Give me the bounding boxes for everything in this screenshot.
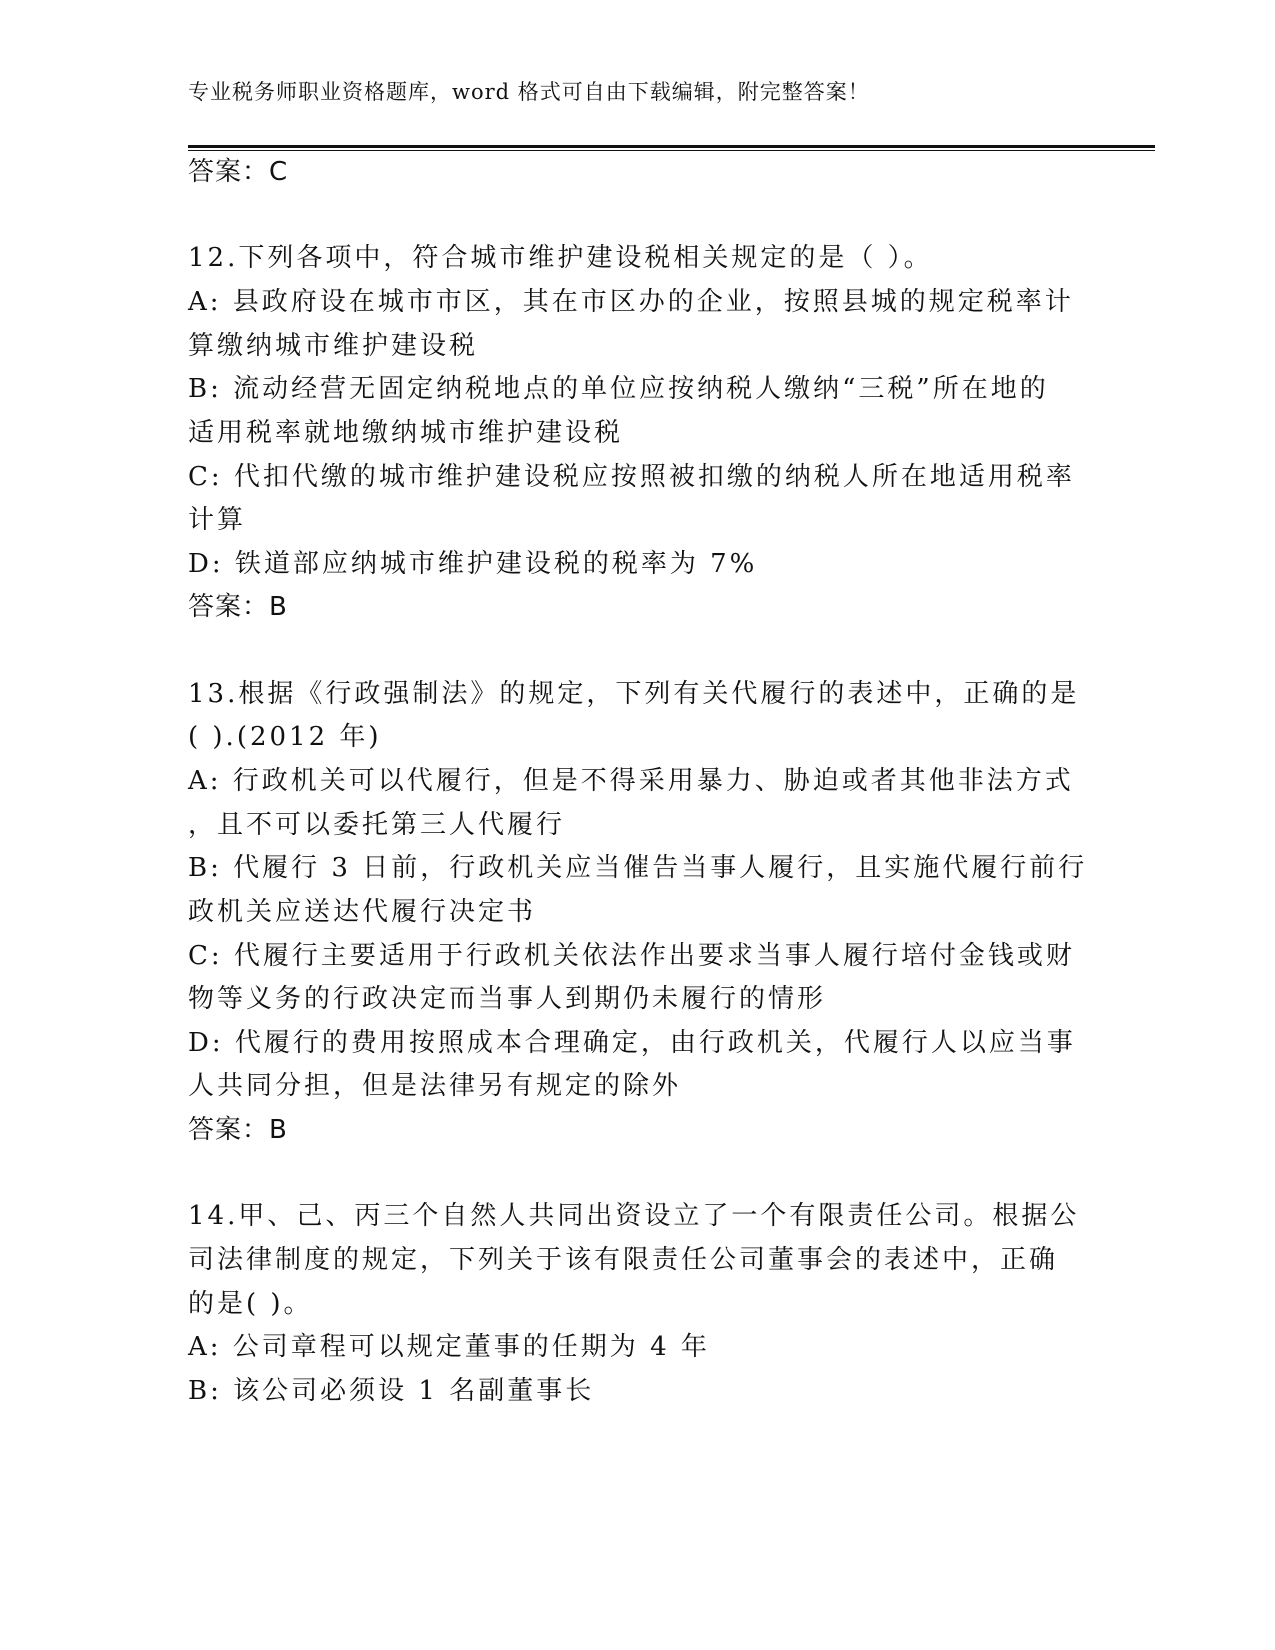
q12-option-b-line2: 适用税率就地缴纳城市维护建设税 [188, 418, 624, 448]
q12-option-c-line1: C: 代扣代缴的城市维护建设税应按照被扣缴的纳税人所在地适用税率 [188, 462, 1075, 492]
q14-stem-line2: 司法律制度的规定，下列关于该有限责任公司董事会的表述中，正确 [188, 1245, 1059, 1275]
q12-option-a-line1: A: 县政府设在城市市区，其在市区办的企业，按照县城的规定税率计 [188, 287, 1074, 317]
q12-option-b-line1: B: 流动经营无固定纳税地点的单位应按纳税人缴纳“三税”所在地的 [188, 374, 1049, 404]
q13-answer: 答案：B [188, 1115, 288, 1145]
q13-option-c-line1: C: 代履行主要适用于行政机关依法作出要求当事人履行培付金钱或财 [188, 941, 1075, 971]
q13-stem-line1: 13.根据《行政强制法》的规定，下列有关代履行的表述中，正确的是 [188, 679, 1080, 709]
header-divider-thick [188, 145, 1155, 148]
q12-option-c-line2: 计算 [188, 505, 247, 535]
q12-option-d-line1: D: 铁道部应纳城市维护建设税的税率为 7% [188, 549, 758, 579]
q13-option-a-line2: ，且不可以委托第三人代履行 [188, 810, 566, 840]
q13-option-b-line1: B: 代履行 3 日前，行政机关应当催告当事人履行，且实施代履行前行 [188, 853, 1088, 883]
page-header-note: 专业税务师职业资格题库，word 格式可自由下载编辑，附完整答案！ [188, 80, 870, 104]
q12-answer: 答案：B [188, 592, 288, 622]
q14-stem-line1: 14.甲、己、丙三个自然人共同出资设立了一个有限责任公司。根据公 [188, 1201, 1080, 1231]
previous-answer: 答案：C [188, 157, 289, 187]
q13-option-d-line1: D: 代履行的费用按照成本合理确定，由行政机关，代履行人以应当事 [188, 1028, 1076, 1058]
q12-stem: 12.下列各项中，符合城市维护建设税相关规定的是（ ）。 [188, 243, 933, 273]
q13-option-d-line2: 人共同分担，但是法律另有规定的除外 [188, 1071, 682, 1101]
q14-stem-line3: 的是( )。 [188, 1289, 313, 1319]
q14-option-a-line1: A: 公司章程可以规定董事的任期为 4 年 [188, 1332, 710, 1362]
q13-option-b-line2: 政机关应送达代履行决定书 [188, 897, 537, 927]
q14-option-b-line1: B: 该公司必须设 1 名副董事长 [188, 1376, 595, 1406]
q13-option-c-line2: 物等义务的行政决定而当事人到期仍未履行的情形 [188, 984, 827, 1014]
q12-option-a-line2: 算缴纳城市维护建设税 [188, 331, 479, 361]
q13-stem-line2: ( ).(2012 年) [188, 722, 382, 752]
header-divider-thin [188, 150, 1155, 151]
q13-option-a-line1: A: 行政机关可以代履行，但是不得采用暴力、胁迫或者其他非法方式 [188, 766, 1074, 796]
